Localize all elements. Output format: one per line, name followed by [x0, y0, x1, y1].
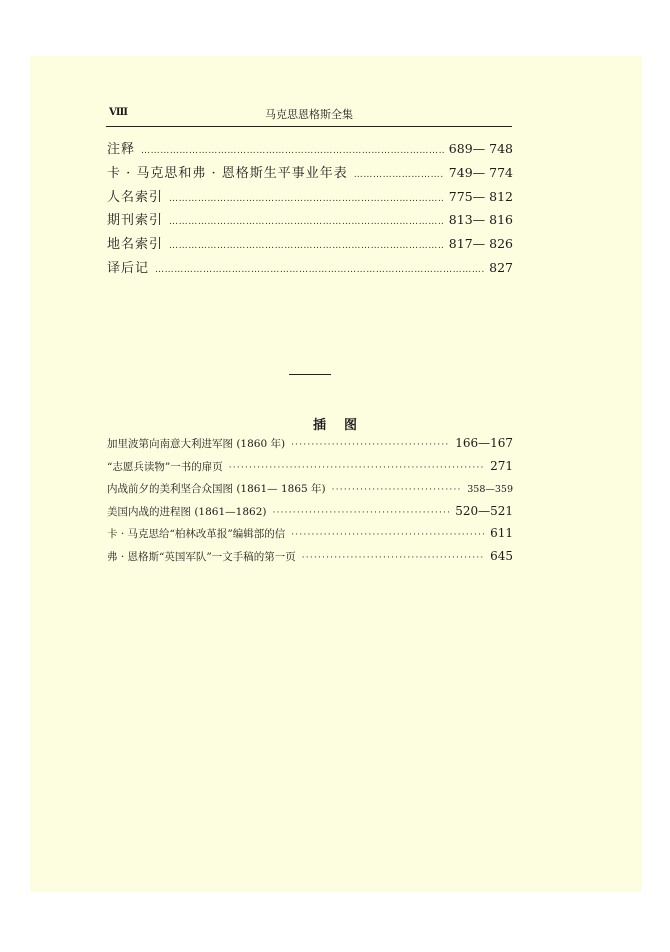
dot-leader	[291, 530, 484, 540]
illustration-title: “志愿兵读物”一书的扉页	[107, 460, 223, 473]
dot-leader	[169, 194, 444, 204]
toc-entry-name-index[interactable]	[107, 186, 513, 210]
illustration-pages: 611	[490, 526, 513, 540]
toc-entry-chronology[interactable]	[107, 162, 513, 186]
dot-leader	[141, 146, 444, 156]
dot-leader	[302, 553, 484, 563]
toc-entry-title: 期刊索引	[107, 213, 164, 229]
running-header	[106, 106, 512, 127]
illustration-entry[interactable]	[107, 459, 513, 482]
dot-leader	[332, 485, 462, 495]
toc-entry-pages: 817— 826	[448, 236, 513, 252]
table-of-contents	[107, 138, 513, 281]
dot-leader	[169, 241, 444, 251]
toc-entry-title: 注释	[107, 142, 136, 157]
toc-entry-pages: 749— 774	[448, 164, 513, 180]
illustration-title: 弗 · 恩格斯“英国军队”一文手稿的第一页	[107, 550, 296, 563]
section-divider	[289, 374, 331, 375]
toc-entry-title: 卡 · 马克思和弗 · 恩格斯生平事业年表	[107, 165, 348, 181]
illustration-pages: 358—359	[467, 484, 513, 495]
illustration-entry[interactable]	[107, 526, 513, 549]
illustration-pages: 271	[490, 458, 513, 473]
toc-entry-pages: 813— 816	[448, 212, 513, 228]
dot-leader	[229, 463, 484, 473]
illustrations-heading: 插图	[312, 418, 375, 433]
illustrations-list	[107, 436, 513, 571]
illustration-title: 美国内战的进程图 (1861—1862)	[107, 505, 267, 518]
dot-leader	[272, 508, 449, 518]
illustration-entry[interactable]	[107, 504, 513, 527]
toc-entry-pages: 689— 748	[448, 141, 513, 156]
toc-entry-periodical-index[interactable]	[107, 209, 513, 233]
illustration-pages: 166—167	[455, 436, 513, 450]
page-number: Ⅷ	[109, 107, 128, 118]
dot-leader	[291, 440, 449, 450]
illustration-entry[interactable]	[107, 481, 513, 504]
book-title: 马克思恩格斯全集	[265, 108, 353, 121]
dot-leader	[155, 265, 484, 275]
toc-entry-notes[interactable]	[107, 138, 513, 162]
toc-entry-pages: 775— 812	[448, 188, 513, 204]
illustration-title: 内战前夕的美利坚合众国图 (1861— 1865 年)	[107, 483, 326, 495]
toc-entry-title: 地名索引	[107, 237, 164, 253]
dot-leader	[169, 217, 444, 227]
toc-entry-title: 人名索引	[107, 189, 164, 205]
dot-leader	[354, 170, 444, 180]
toc-entry-place-index[interactable]	[107, 233, 513, 257]
illustration-title: 卡 · 马克思给“柏林改革报”编辑部的信	[107, 528, 286, 540]
illustration-entry[interactable]	[107, 549, 513, 572]
illustration-pages: 520—521	[455, 503, 513, 518]
toc-entry-afterword[interactable]	[107, 257, 513, 281]
illustration-entry[interactable]	[107, 436, 513, 459]
toc-entry-title: 译后记	[107, 260, 150, 276]
illustration-pages: 645	[490, 548, 513, 563]
toc-entry-pages: 827	[489, 259, 513, 275]
illustration-title: 加里波第向南意大利进军图 (1860 年)	[107, 438, 286, 450]
